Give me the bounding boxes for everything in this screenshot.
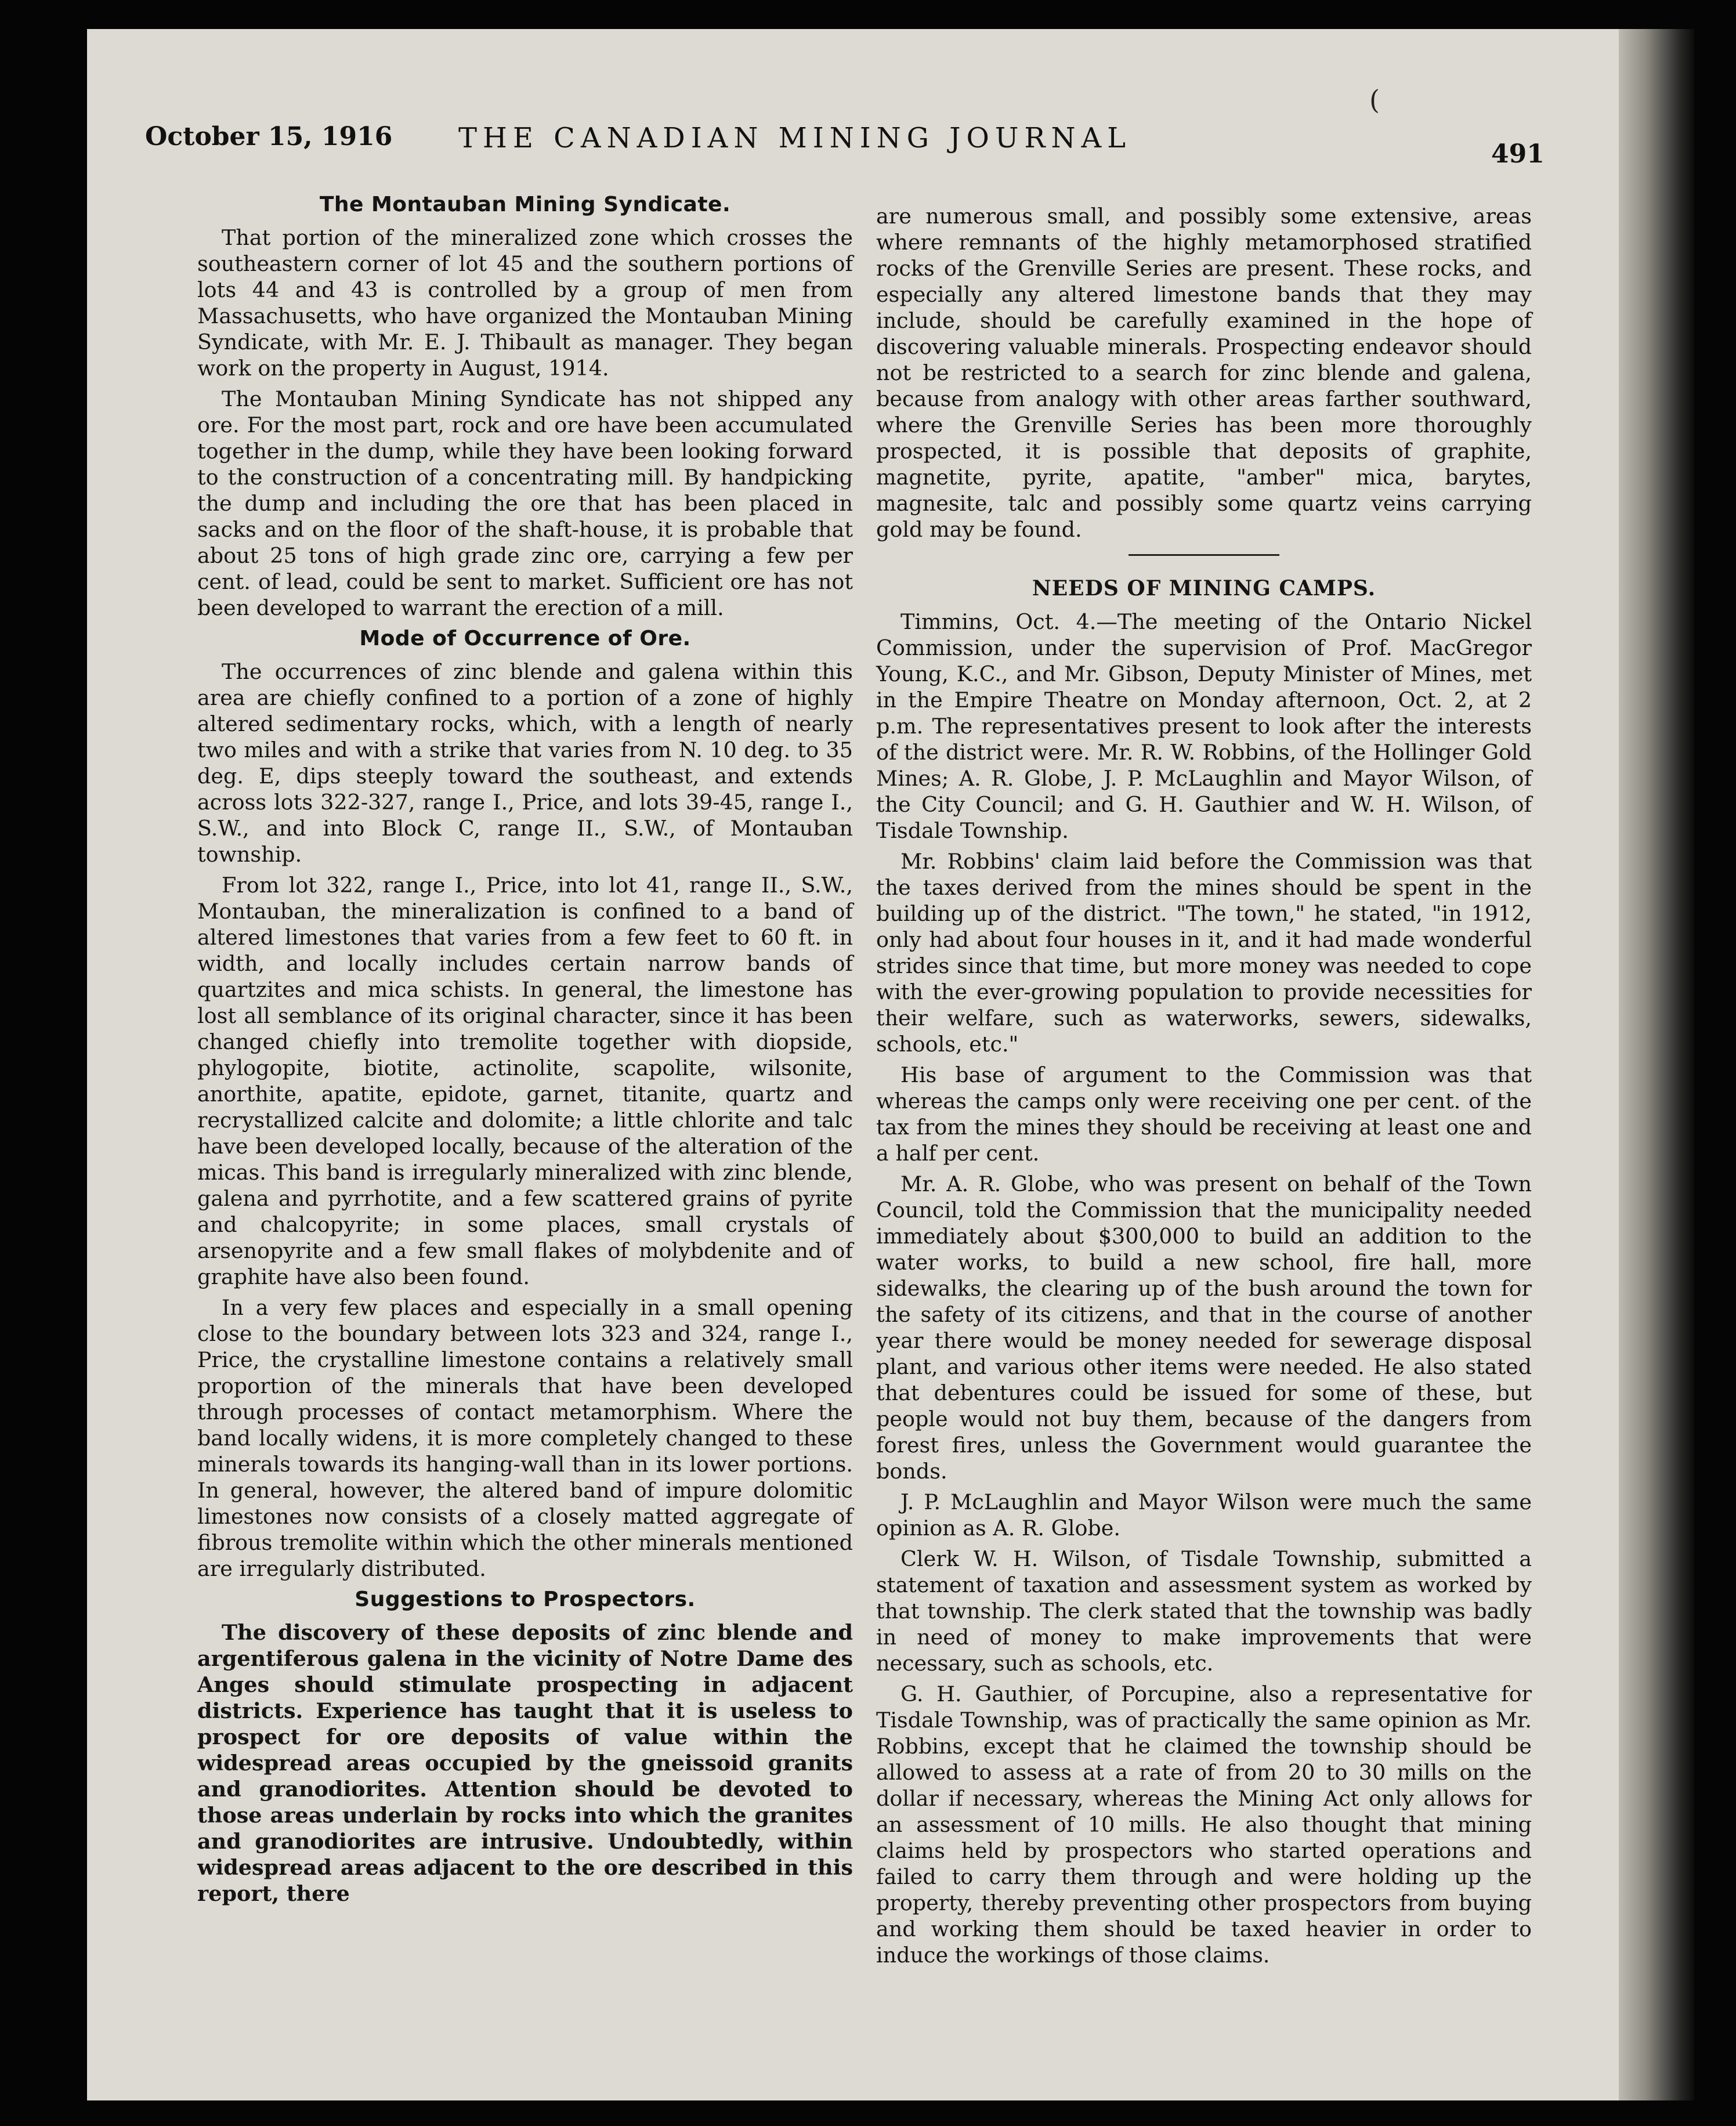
paragraph: Mr. Robbins' claim laid before the Commission was that the taxes derived from the mines should be spent in the building up of the district. "The town," he stated, "in 1912, only had about four houses in it, and it had made wonderful strides since that time, but more money was needed to cope with the ever-growing population to provide necessities for their welfare, such as waterworks, sewers, sidewalks, schools, etc."	[876, 849, 1532, 1057]
page-binding-edge	[1619, 29, 1694, 2100]
section-title-montauban-syndicate: The Montauban Mining Syndicate.	[319, 193, 731, 216]
issue-date: October 15, 1916	[145, 122, 393, 151]
paragraph: From lot 322, range I., Price, into lot 41, range II., S.W., Montauban, the mineralization is confined to a band of altered limestones that varies from a few feet to 60 ft. in width, and locally includes certain narrow bands of quartzites and mica schists. In general, the limestone has lost all semblance of its original character, since it has been changed chiefly into tremolite together with diopside, phylogopite, biotite, actinolite, scapolite, wilsonite, anorthite, apatite, epidote, garnet, titanite, quartz and recrystallized calcite and dolomite; a little chlorite and talc have been developed locally, because of the alteration of the micas. This band is irregularly mineralized with zinc blende, galena and pyrrhotite, and a few scattered grains of pyrite and chalcopyrite; in some places, small crystals of arsenopyrite and a few small flakes of molybdenite and of graphite have also been found.	[197, 873, 853, 1289]
section-title-mode-of-occurrence: Mode of Occurrence of Ore.	[359, 627, 691, 650]
page-number: 491	[1491, 139, 1545, 169]
bold-paragraph-block	[197, 1619, 853, 1907]
section-title-needs-of-mining-camps: NEEDS OF MINING CAMPS.	[1032, 576, 1376, 601]
paragraph: The discovery of these deposits of zinc blende and argentiferous galena in the vicinity of Notre Dame des Anges should stimulate prospecting in adjacent districts. Experience has taught that it is useless to prospect for ore deposits of value within the widespread areas occupied by the gneissoid granits and granodiorites. Attention should be devoted to those areas underlain by rocks into which the granites and granodiorites are intrusive. Undoubtedly, within widespread areas adjacent to the ore described in this report, there	[197, 1620, 853, 1906]
paragraph: The occurrences of zinc blende and galena within this area are chiefly confined to a portion of a zone of highly altered sedimentary rocks, which, with a length of nearly two miles and with a strike that varies from N. 10 deg. to 35 deg. E, dips steeply toward the southeast, and extends across lots 322-327, range I., Price, and lots 39-45, range I., S.W., and into Block C, range II., S.W., of Montauban township.	[197, 659, 853, 867]
running-head	[145, 116, 1545, 169]
right-column	[876, 203, 1532, 1973]
left-column	[197, 191, 853, 1911]
paragraph: That portion of the mineralized zone which crosses the southeastern corner of lot 45 and the southern portions of lots 44 and 43 is controlled by a group of men from Massachusetts, who have organized the Montauban Mining Syndicate, with Mr. E. J. Thibault as manager. They began work on the property in August, 1914.	[197, 225, 853, 381]
paragraph: His base of argument to the Commission was that whereas the camps only were receiving one per cent. of the tax from the mines they should be receiving at least one and a half per cent.	[876, 1062, 1532, 1166]
paragraph: are numerous small, and possibly some extensive, areas where remnants of the highly metamorphosed stratified rocks of the Grenville Series are present. These rocks, and especially any altered limestone bands that they may include, should be carefully examined in the hope of discovering valuable minerals. Prospecting endeavor should not be restricted to a search for zinc blende and galena, because from analogy with other areas farther southward, where the Grenville Series has been more thoroughly prospected, it is possible that deposits of graphite, magnetite, pyrite, apatite, "amber" mica, barytes, magnesite, talc and possibly some quartz veins carrying gold may be found.	[876, 204, 1532, 542]
corner-mark: (	[1369, 84, 1380, 115]
paragraph: Clerk W. H. Wilson, of Tisdale Township, submitted a statement of taxation and assessment system as worked by that township. The clerk stated that the township was badly in need of money to make improvements that were necessary, such as schools, etc.	[876, 1546, 1532, 1676]
paragraph: Timmins, Oct. 4.—The meeting of the Ontario Nickel Commission, under the supervision of Prof. MacGregor Young, K.C., and Mr. Gibson, Deputy Minister of Mines, met in the Empire Theatre on Monday afternoon, Oct. 2, at 2 p.m. The representatives present to look after the interests of the district were. Mr. R. W. Robbins, of the Hollinger Gold Mines; A. R. Globe, J. P. McLaughlin and Mayor Wilson, of the City Council; and G. H. Gauthier and W. H. Wilson, of Tisdale Township.	[876, 609, 1532, 843]
paragraph: J. P. McLaughlin and Mayor Wilson were much the same opinion as A. R. Globe.	[876, 1489, 1532, 1541]
section-title-suggestions: Suggestions to Prospectors.	[355, 1588, 696, 1611]
section-divider	[1129, 554, 1279, 556]
journal-title: THE CANADIAN MINING JOURNAL	[458, 122, 1131, 154]
paragraph: Mr. A. R. Globe, who was present on behalf of the Town Council, told the Commission that the municipality needed immediately about $300,000 to build an addition to the water works, to build a new school, fire hall, more sidewalks, the clearing up of the bush around the town for the safety of its citizens, and that in the course of another year there would be money needed for sewerage disposal plant, and various other items were needed. He also stated that debentures could be issued for some of these, but people would not buy them, because of the dangers from forest fires, unless the Government would guarantee the bonds.	[876, 1172, 1532, 1484]
paragraph: The Montauban Mining Syndicate has not shipped any ore. For the most part, rock and ore have been accumulated together in the dump, while they have been looking forward to the construction of a concentrating mill. By handpicking the dump and including the ore that has been placed in sacks and on the floor of the shaft-house, it is probable that about 25 tons of high grade zinc ore, carrying a few per cent. of lead, could be sent to market. Sufficient ore has not been developed to warrant the erection of a mill.	[197, 386, 853, 620]
paragraph: In a very few places and especially in a small opening close to the boundary between lots 323 and 324, range I., Price, the crystalline limestone contains a relatively small proportion of the minerals that have been developed through processes of contact metamorphism. Where the band locally widens, it is more completely changed to these minerals towards its hanging-wall than in its lower portions. In general, however, the altered band of impure dolomitic limestones now consists of a closely matted aggregate of fibrous tremolite within which the other minerals mentioned are irregularly distributed.	[197, 1295, 853, 1581]
paragraph: G. H. Gauthier, of Porcupine, also a representative for Tisdale Township, was of practically the same opinion as Mr. Robbins, except that he claimed the township should be allowed to assess at a rate of from 20 to 30 mills on the dollar if necessary, whereas the Mining Act only allows for an assessment of 10 mills. He also thought that mining claims held by prospectors who started operations and failed to carry them through and were holding up the property, thereby preventing other prospectors from buying and working them should be taxed heavier in order to induce the workings of those claims.	[876, 1682, 1532, 1968]
